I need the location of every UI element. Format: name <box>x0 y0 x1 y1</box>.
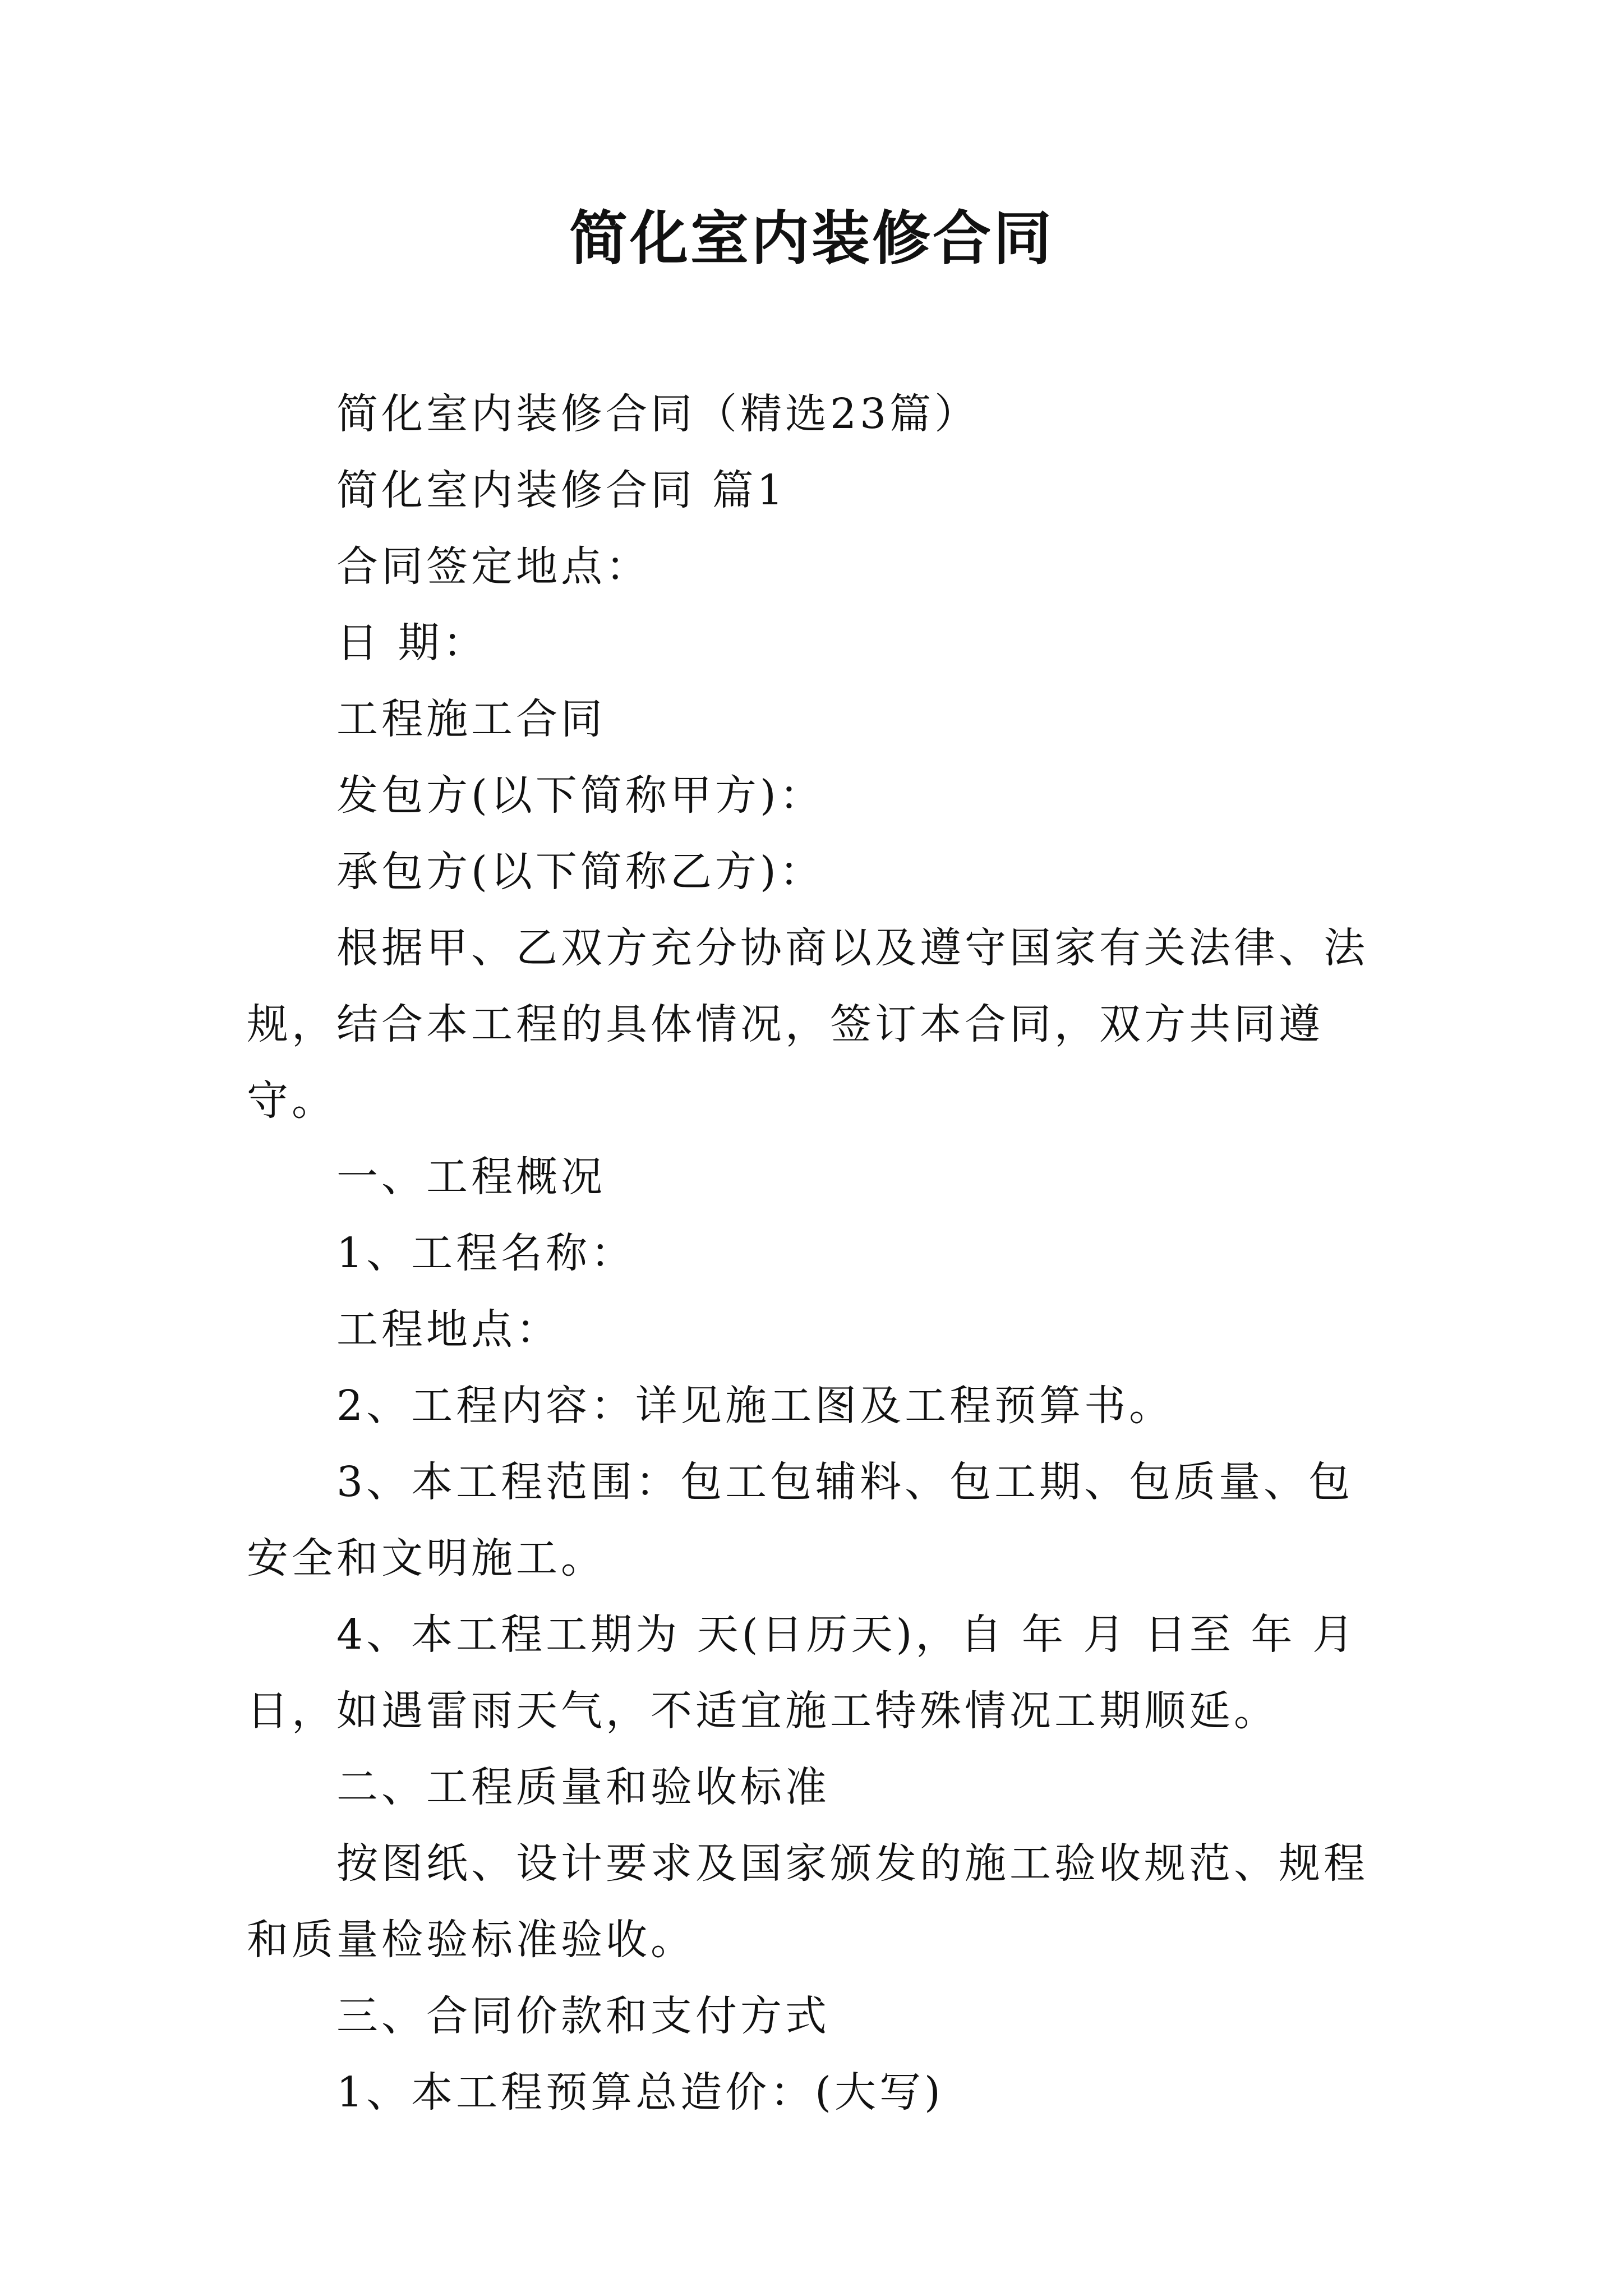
paragraph: 按图纸、设计要求及国家颁发的施工验收规范、规程和质量检验标准验收。 <box>247 1839 1368 1964</box>
document-body <box>247 376 1380 2131</box>
paragraph: 一、工程概况 <box>336 1153 606 1201</box>
paragraph: 简化室内装修合同 篇1 <box>336 466 787 514</box>
paragraph: 日 期： <box>336 619 488 667</box>
paragraph: 1、本工程预算总造价：(大写) <box>336 2068 944 2116</box>
paragraph: 发包方(以下简称甲方)： <box>336 771 824 820</box>
paragraph: 工程地点： <box>336 1305 561 1354</box>
document-title: 简化室内装修合同 <box>569 204 1054 273</box>
paragraph: 2、工程内容：详见施工图及工程预算书。 <box>336 1382 1174 1430</box>
paragraph: 三、合同价款和支付方式 <box>336 1992 830 2040</box>
paragraph: 承包方(以下简称乙方)： <box>336 848 824 896</box>
paragraph: 3、本工程范围：包工包辅料、包工期、包质量、包安全和文明施工。 <box>247 1458 1354 1582</box>
paragraph: 根据甲、乙双方充分协商以及遵守国家有关法律、法规，结合本工程的具体情况，签订本合同，双方共同遵守。 <box>247 924 1368 1125</box>
paragraph: 工程施工合同 <box>336 695 606 743</box>
paragraph: 二、工程质量和验收标准 <box>336 1763 830 1811</box>
paragraph: 简化室内装修合同（精选23篇） <box>336 390 980 438</box>
paragraph: 4、本工程工期为 天(日历天)，自 年 月 日至 年 月日，如遇雷雨天气，不适宜施工特殊情况工期顺延。 <box>247 1611 1357 1735</box>
paragraph: 合同签定地点： <box>336 542 651 591</box>
paragraph: 1、工程名称： <box>336 1229 636 1277</box>
